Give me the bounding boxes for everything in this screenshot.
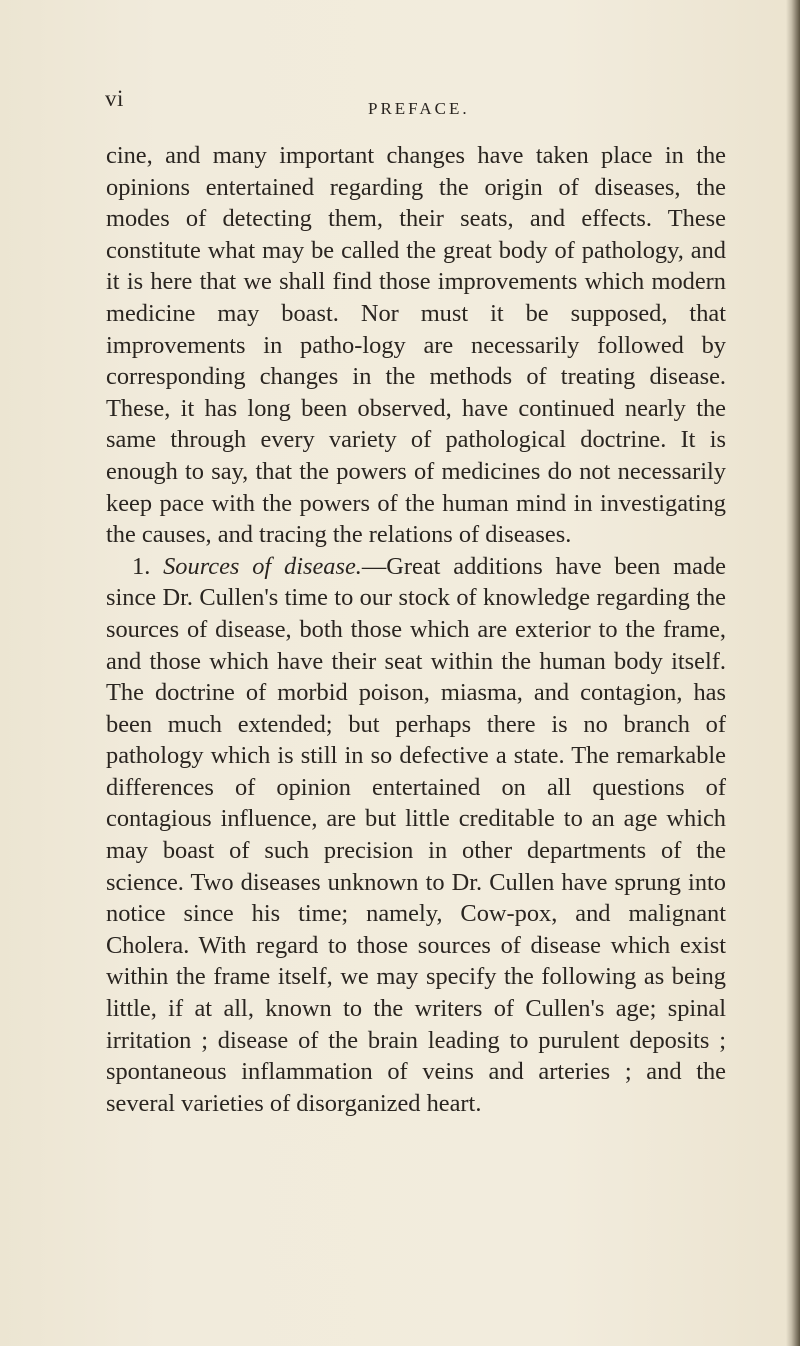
page-number: vi — [105, 86, 124, 111]
paragraph-2 — [106, 551, 726, 1120]
page-edge-shadow — [786, 0, 800, 1346]
running-title: PREFACE. — [368, 99, 470, 118]
paragraph-2-text: —Great additions have been made since Dr. Cullen's time to our stock of knowledge regarding the sources of disease, both those which are exterior to the frame, and those which have their seat within the human body itself. The doctrine of morbid poison, miasma, and contagion, has been much extended; but perhaps there is no branch of pathology which is still in so defective a state. The remarkable differences of opinion entertained on all questions of contagious influence, are but little creditable to an age which may boast of such precision in other departments of the science. Two diseases unknown to Dr. Cullen have sprung into notice since his time; namely, Cow-pox, and malignant Cholera. With regard to those sources of disease which exist within the frame itself, we may specify the following as being little, if at all, known to the writers of Cullen's age; spinal irritation ; disease of the brain leading to purulent deposits ; spontaneous inflammation of veins and arteries ; and the several varieties of disorganized heart. — [106, 552, 726, 1117]
section-number: 1. — [132, 552, 151, 580]
section-heading: Sources of disease. — [163, 552, 362, 580]
paragraph-1: cine, and many important changes have taken place in the opinions entertained regarding the origin of diseases, the modes of detecting them, their seats, and effects. These constitute what may be called the great body of pathology, and it is here that we shall find those improvements which modern medicine may boast. Nor must it be supposed, that improvements in patho-logy are necessarily followed by corresponding changes in the methods of treating disease. These, it has long been observed, have continued nearly the same through every variety of pathological doctrine. It is enough to say, that the powers of medicines do not necessarily keep pace with the powers of the human mind in investigating the causes, and tracing the relations of diseases. — [106, 142, 726, 549]
body-text — [106, 140, 726, 1119]
